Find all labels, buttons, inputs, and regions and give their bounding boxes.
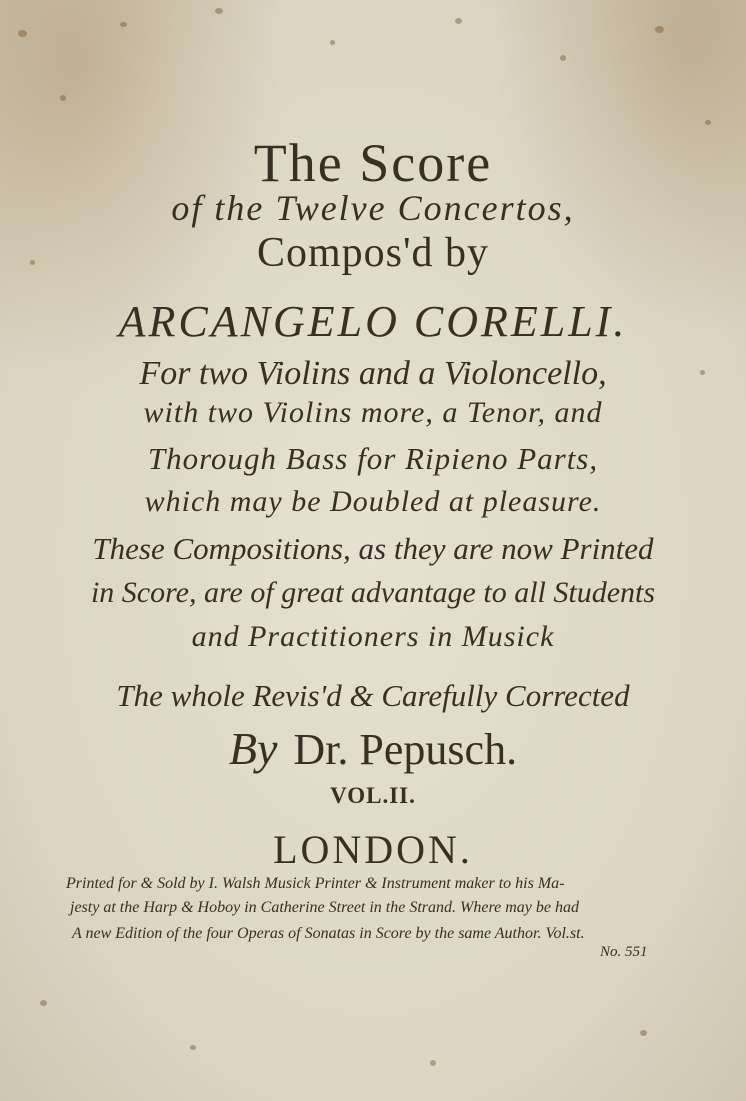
composer-name: ARCANGELO CORELLI.	[118, 297, 628, 346]
imprint-line-2: jesty at the Harp & Hoboy in Catherine Street in the Strand. Where may be had	[70, 899, 579, 916]
imprint-line-1: Printed for & Sold by I. Walsh Musick Printer & Instrument maker to his Ma-	[66, 875, 565, 892]
editor-line	[0, 723, 746, 774]
foxing-spot	[40, 1000, 47, 1006]
editor-name: Dr. Pepusch.	[293, 725, 518, 774]
note-line-1: These Compositions, as they are now Printed	[92, 531, 654, 566]
foxing-spot	[215, 8, 223, 14]
foxing-spot	[705, 120, 711, 125]
foxing-spot	[455, 18, 462, 24]
plate-number: No. 551	[600, 944, 648, 960]
title-line-2: of the Twelve Concertos,	[171, 188, 575, 228]
foxing-spot	[60, 95, 66, 101]
imprint-line-3: A new Edition of the four Operas of Sonatas in Score by the same Author. Vol.st.	[72, 925, 585, 942]
note-line-2: in Score, are of great advantage to all Students	[90, 576, 656, 609]
by-word: By	[228, 723, 278, 774]
description-line-4: which may be Doubled at pleasure.	[144, 485, 602, 518]
foxing-spot	[640, 1030, 647, 1036]
title-line-1: The Score	[253, 133, 493, 193]
foxing-spot	[560, 55, 566, 61]
description-line-1: For two Violins and a Violoncello,	[139, 355, 607, 392]
note-line-3: and Practitioners in Musick	[191, 620, 555, 653]
foxing-spot	[190, 1045, 196, 1050]
foxing-spot	[430, 1060, 436, 1066]
description-line-2: with two Violins more, a Tenor, and	[143, 396, 603, 429]
description-line-3: Thorough Bass for Ripieno Parts,	[147, 441, 599, 476]
foxing-spot	[120, 22, 127, 27]
foxing-spot	[655, 26, 664, 33]
foxing-spot	[330, 40, 335, 45]
volume-label: VOL.II.	[330, 783, 416, 808]
place-label: LONDON.	[273, 827, 473, 872]
revision-line: The whole Revis'd & Carefully Corrected	[116, 678, 630, 713]
foxing-spot	[18, 30, 27, 37]
title-line-3: Compos'd by	[256, 230, 490, 276]
